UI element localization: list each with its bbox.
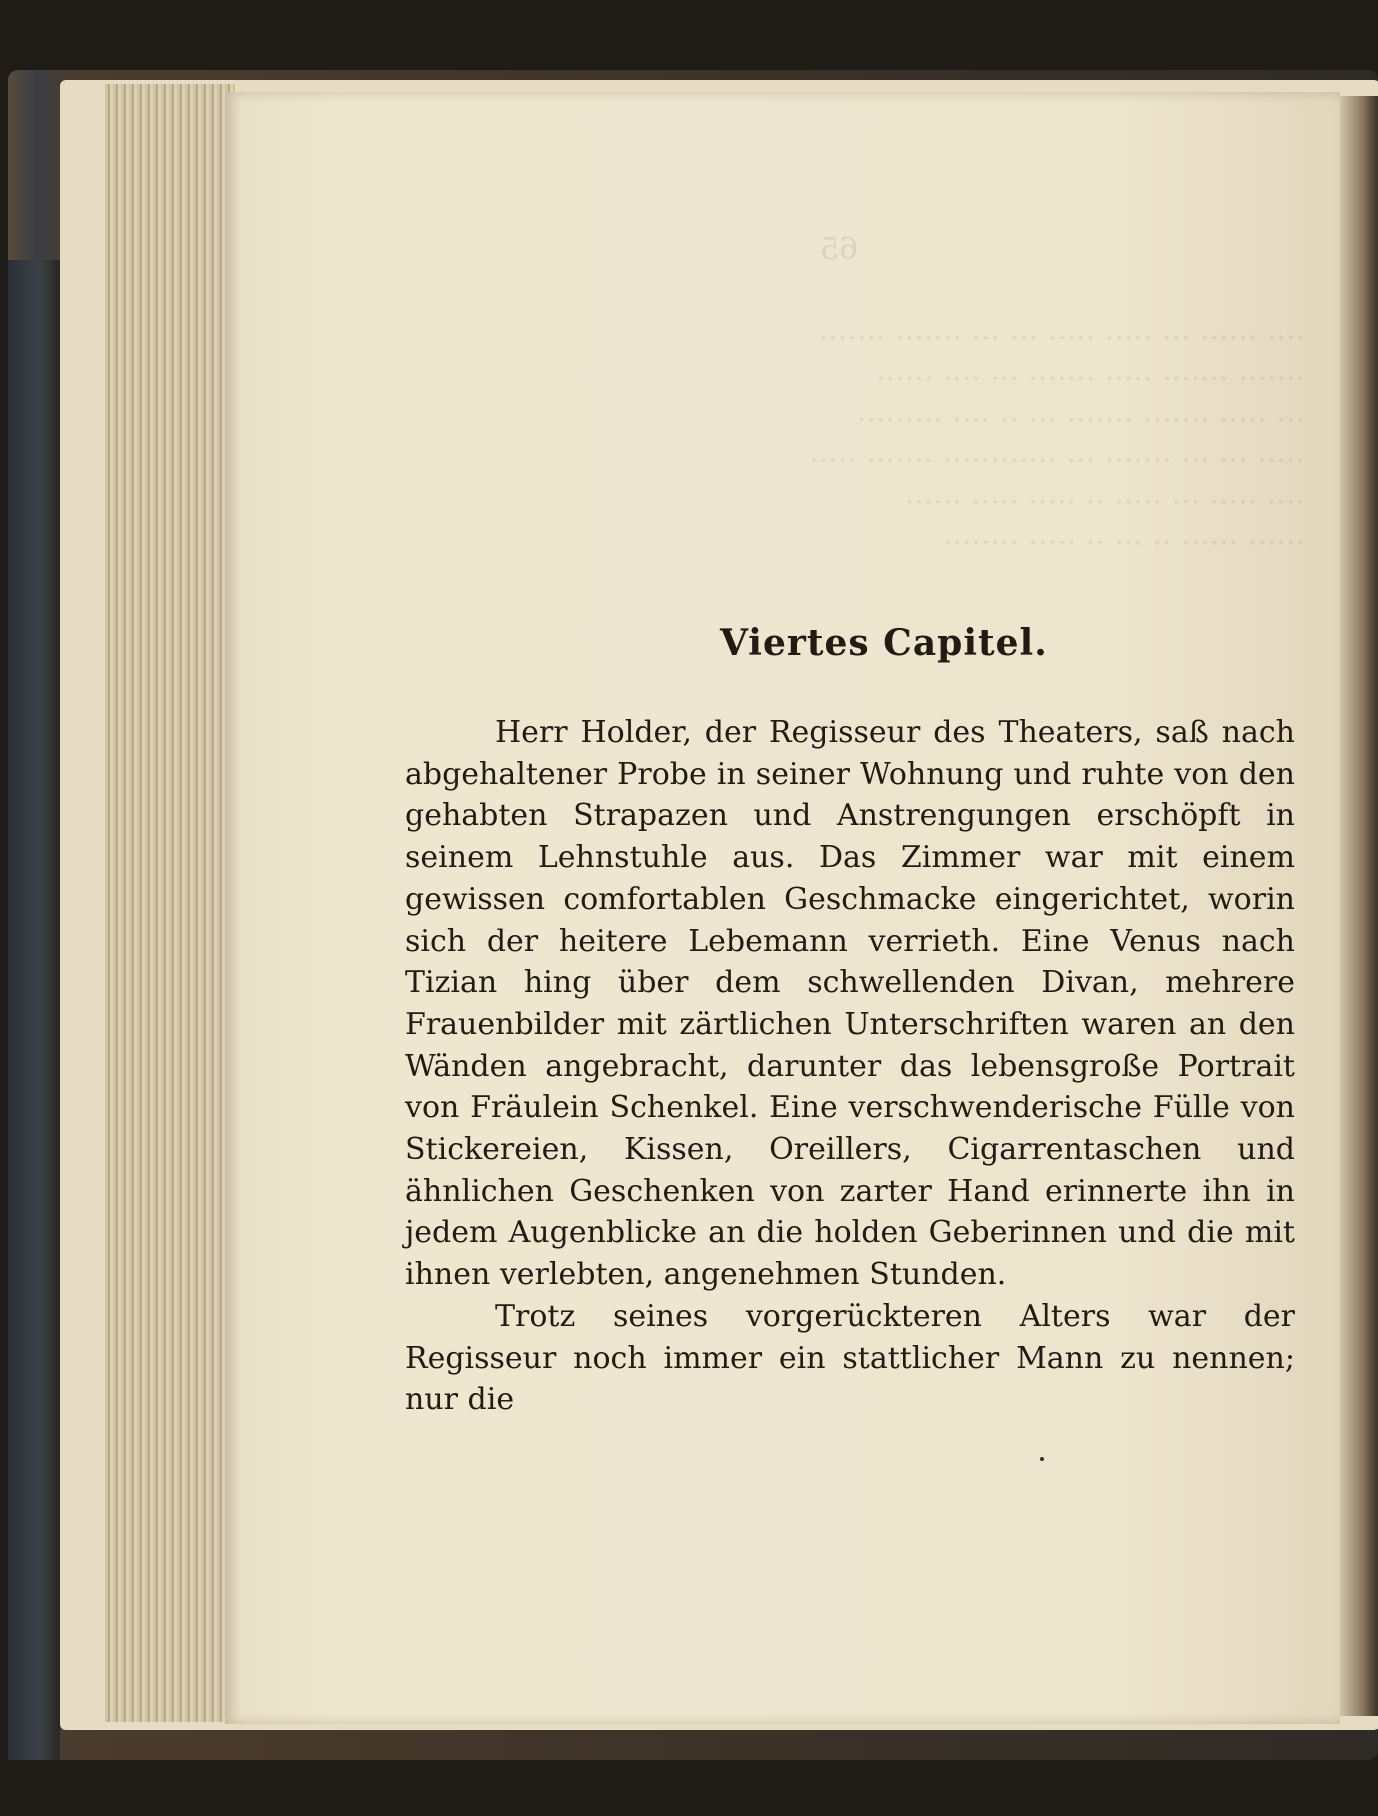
chapter-heading: Viertes Capitel. bbox=[720, 622, 1048, 664]
ink-speck bbox=[1040, 1457, 1044, 1461]
cover-spine-edge bbox=[8, 260, 60, 1760]
page-edges bbox=[105, 84, 235, 1722]
paragraph-2: Trotz seines vorgerückteren Alters war der Regisseur noch immer ein stattlicher Mann zu nennen; nur die bbox=[405, 1298, 1295, 1418]
paragraph-1: Herr Holder, der Regisseur des Theaters, saß nach abgehaltener Probe in seiner Wohnung und ruhte von den gehabten Strapazen und Anstrengungen erschöpft in seinem Lehnstuhle aus. Das Zimmer war mit einem gewissen comfortablen Geschmacke eingerichtet, worin sich der heitere Lebemann verrieth. Eine Venus nach Tizian hing über dem schwellenden Divan, mehrere Frauenbilder mit zärtlichen Unterschriften waren an den Wänden angebracht, darunter das lebensgroße Portrait von Fräulein Schenkel. Eine verschwenderische Fülle von Stickereien, Kissen, Oreillers, Cigarrentaschen und ähnlichen Geschenken von zarter Hand erinnerte ihn in jedem Augenblicke an die holden Geberinnen und die mit ihnen verlebten, angenehmen Stunden. bbox=[405, 715, 1295, 1293]
show-through-page-number: 65 bbox=[820, 232, 859, 267]
chapter-body bbox=[405, 712, 1295, 1421]
show-through-text: ···· ······ ··· ····· ····· ··· ··· ······· ······· ······· ······· ····· ······· ··· ···· ······ ··· ····· ······· ······· ··· ·· ···· ········· ····· ··· ··· ······· ··· ············ ······· ····· ···· ····· ··· ····· ·· ····· ····· ······ ······ ······ ·· ··· ·· ····· ········ bbox=[809, 321, 1305, 561]
gutter-edge bbox=[1338, 96, 1378, 1716]
